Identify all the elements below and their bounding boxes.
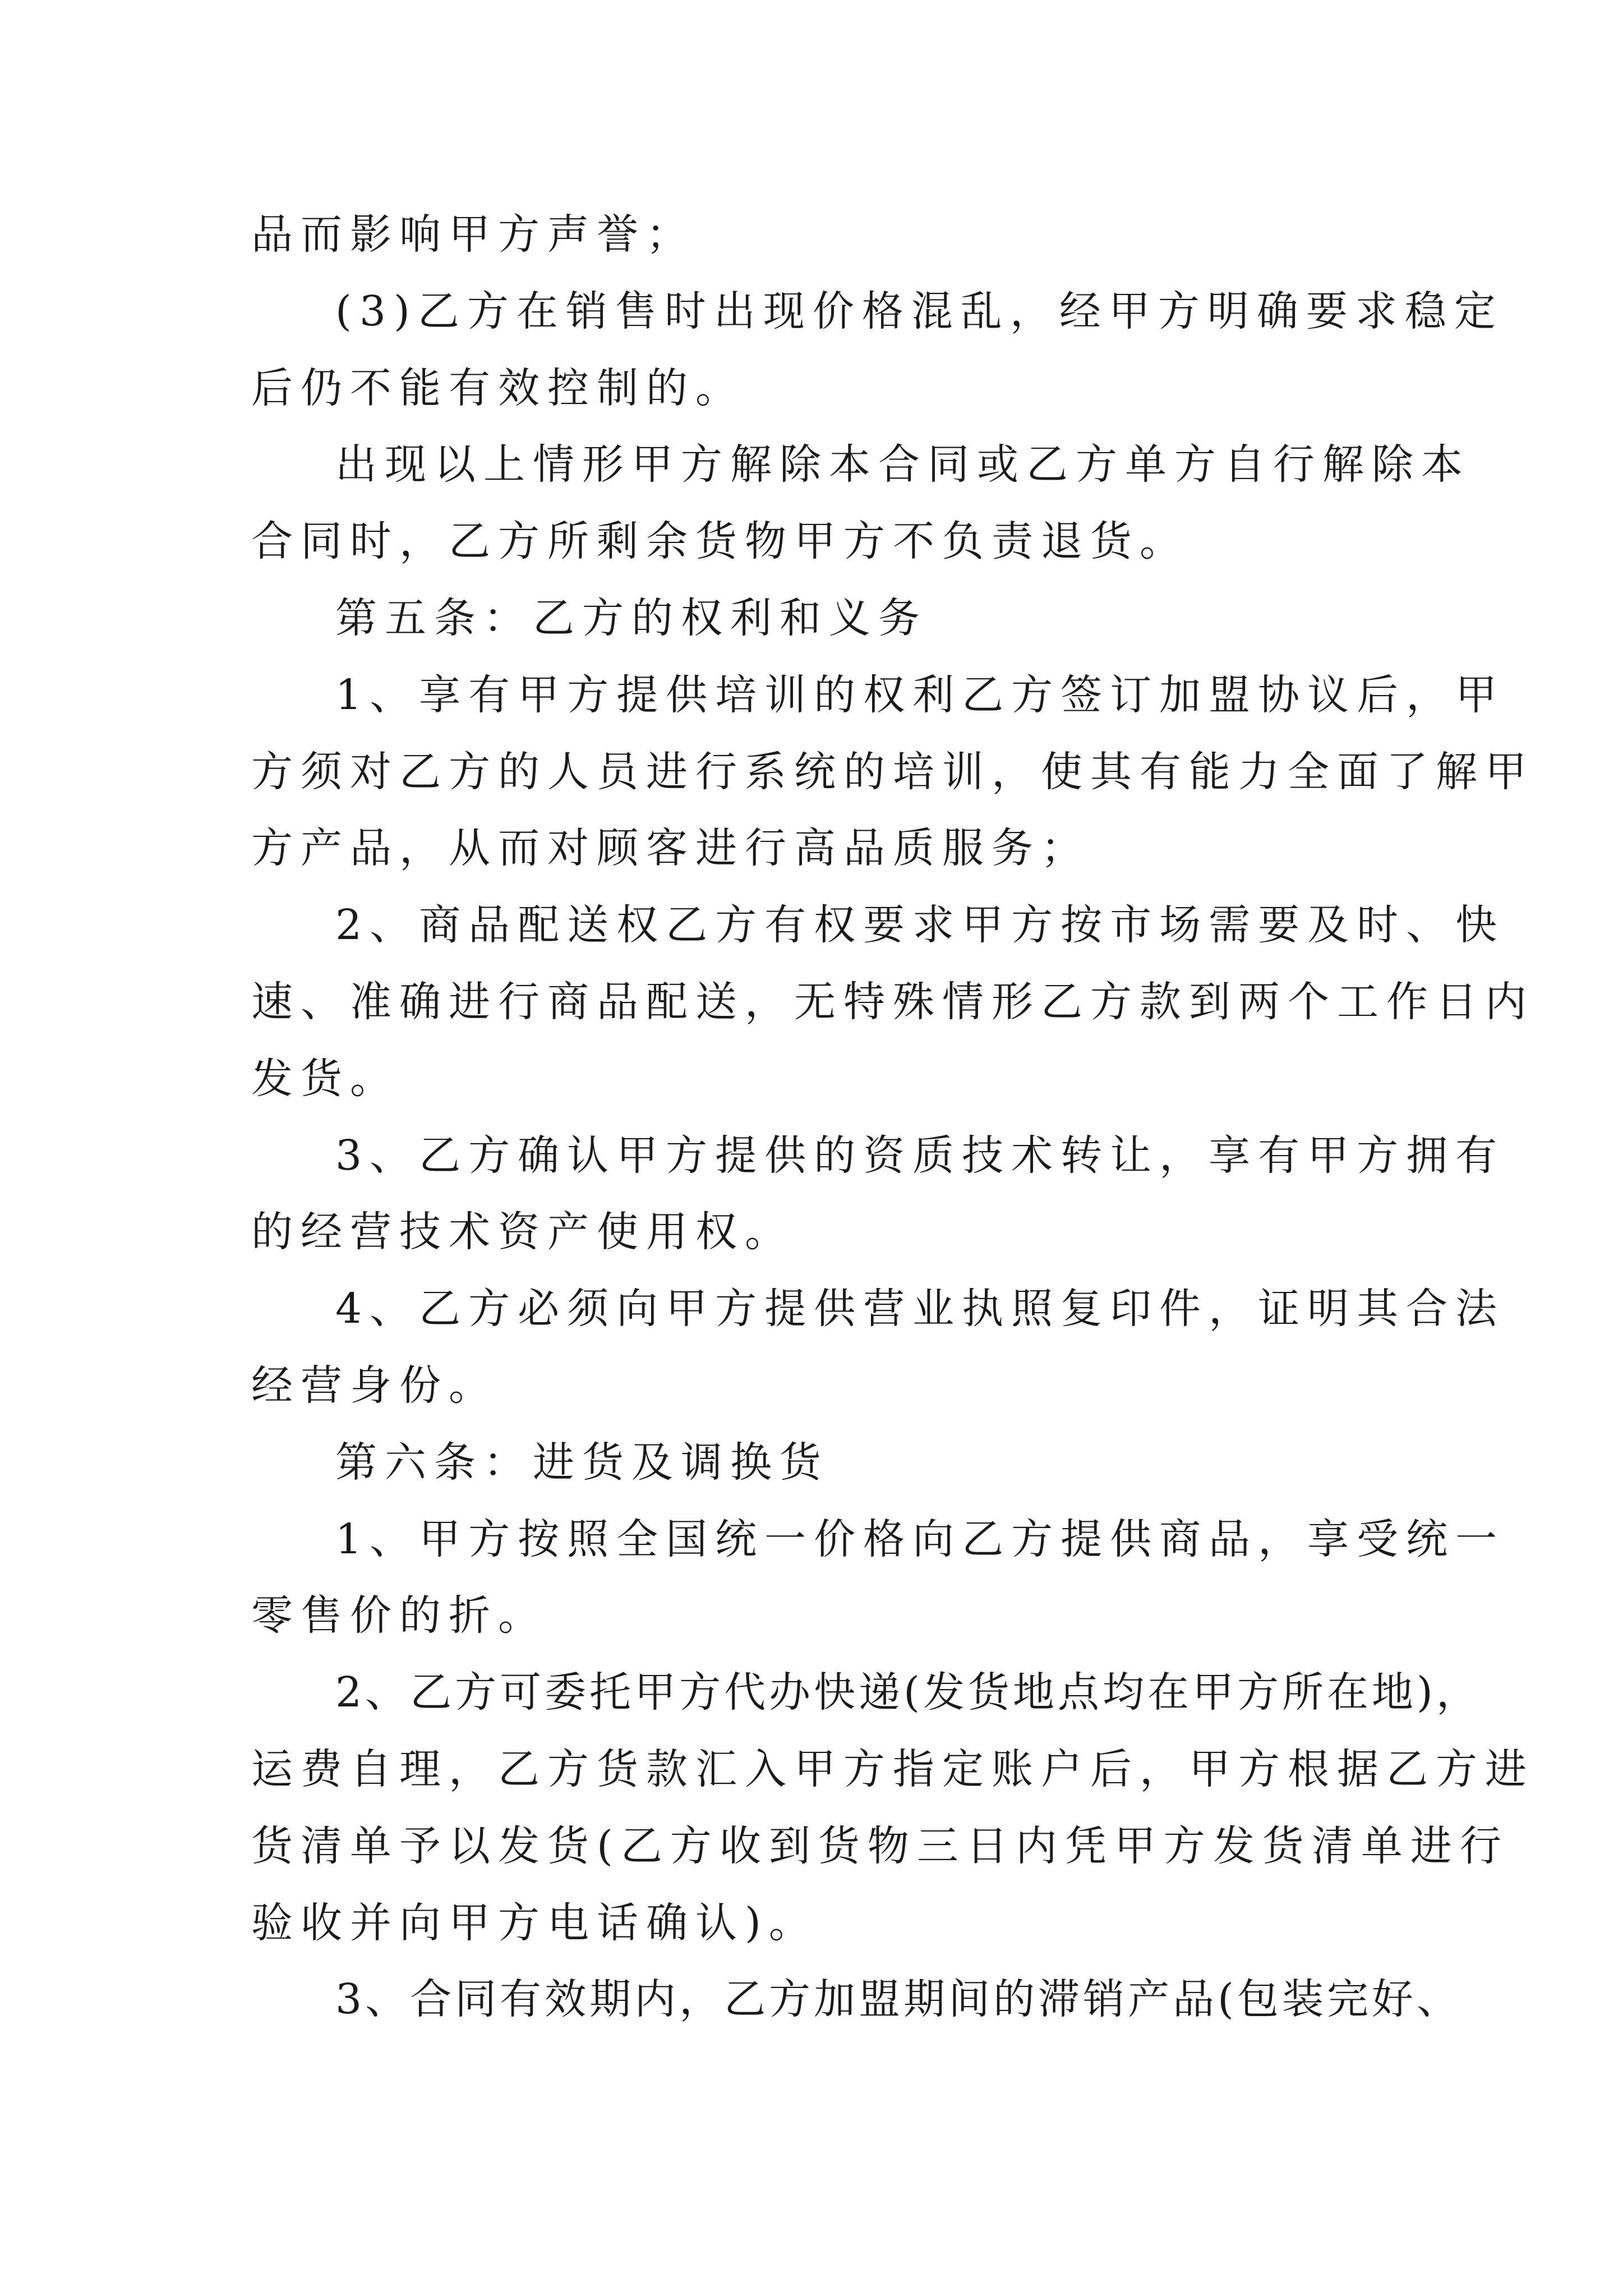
text-line: 验收并向甲方电话确认)。 xyxy=(251,1899,818,1947)
text-line: 零售价的折。 xyxy=(251,1591,547,1640)
text-line: 经营身份。 xyxy=(251,1361,498,1410)
text-line: 2、乙方可委托甲方代办快递(发货地点均在甲方所在地)， xyxy=(335,1668,1481,1717)
text-line: 1、甲方按照全国统一价格向乙方提供商品，享受统一 xyxy=(335,1515,1505,1563)
text-line: 速、准确进行商品配送，无特殊情形乙方款到两个工作日内 xyxy=(251,978,1534,1026)
text-line: 发货。 xyxy=(251,1055,399,1103)
text-line: 出现以上情形甲方解除本合同或乙方单方自行解除本 xyxy=(335,440,1470,489)
text-line: 方须对乙方的人员进行系统的培训，使其有能力全面了解甲 xyxy=(251,748,1534,796)
text-line: 的经营技术资产使用权。 xyxy=(251,1208,794,1256)
text-line: 2、商品配送权乙方有权要求甲方按市场需要及时、快 xyxy=(335,901,1505,949)
text-line: 后仍不能有效控制的。 xyxy=(251,364,745,412)
section-heading: 第六条：进货及调换货 xyxy=(335,1438,829,1487)
text-line: 1、享有甲方提供培训的权利乙方签订加盟协议后，甲 xyxy=(335,671,1505,719)
text-line: 3、乙方确认甲方提供的资质技术转让，享有甲方拥有 xyxy=(335,1131,1505,1180)
text-line: 运费自理，乙方货款汇入甲方指定账户后，甲方根据乙方进 xyxy=(251,1745,1534,1793)
text-line: 品而影响甲方声誉； xyxy=(251,210,695,259)
text-line: 合同时，乙方所剩余货物甲方不负责退货。 xyxy=(251,517,1189,565)
text-line: 货清单予以发货(乙方收到货物三日内凭甲方发货清单进行 xyxy=(251,1822,1509,1870)
text-line: 3、合同有效期内，乙方加盟期间的滞销产品(包装完好、 xyxy=(335,1975,1461,2023)
text-line: 方产品，从而对顾客进行高品质服务； xyxy=(251,824,1090,872)
section-heading: 第五条：乙方的权利和义务 xyxy=(335,594,928,642)
text-line: 4、乙方必须向甲方提供营业执照复印件，证明其合法 xyxy=(335,1285,1505,1333)
text-line: (3)乙方在销售时出现价格混乱，经甲方明确要求稳定 xyxy=(335,287,1504,335)
